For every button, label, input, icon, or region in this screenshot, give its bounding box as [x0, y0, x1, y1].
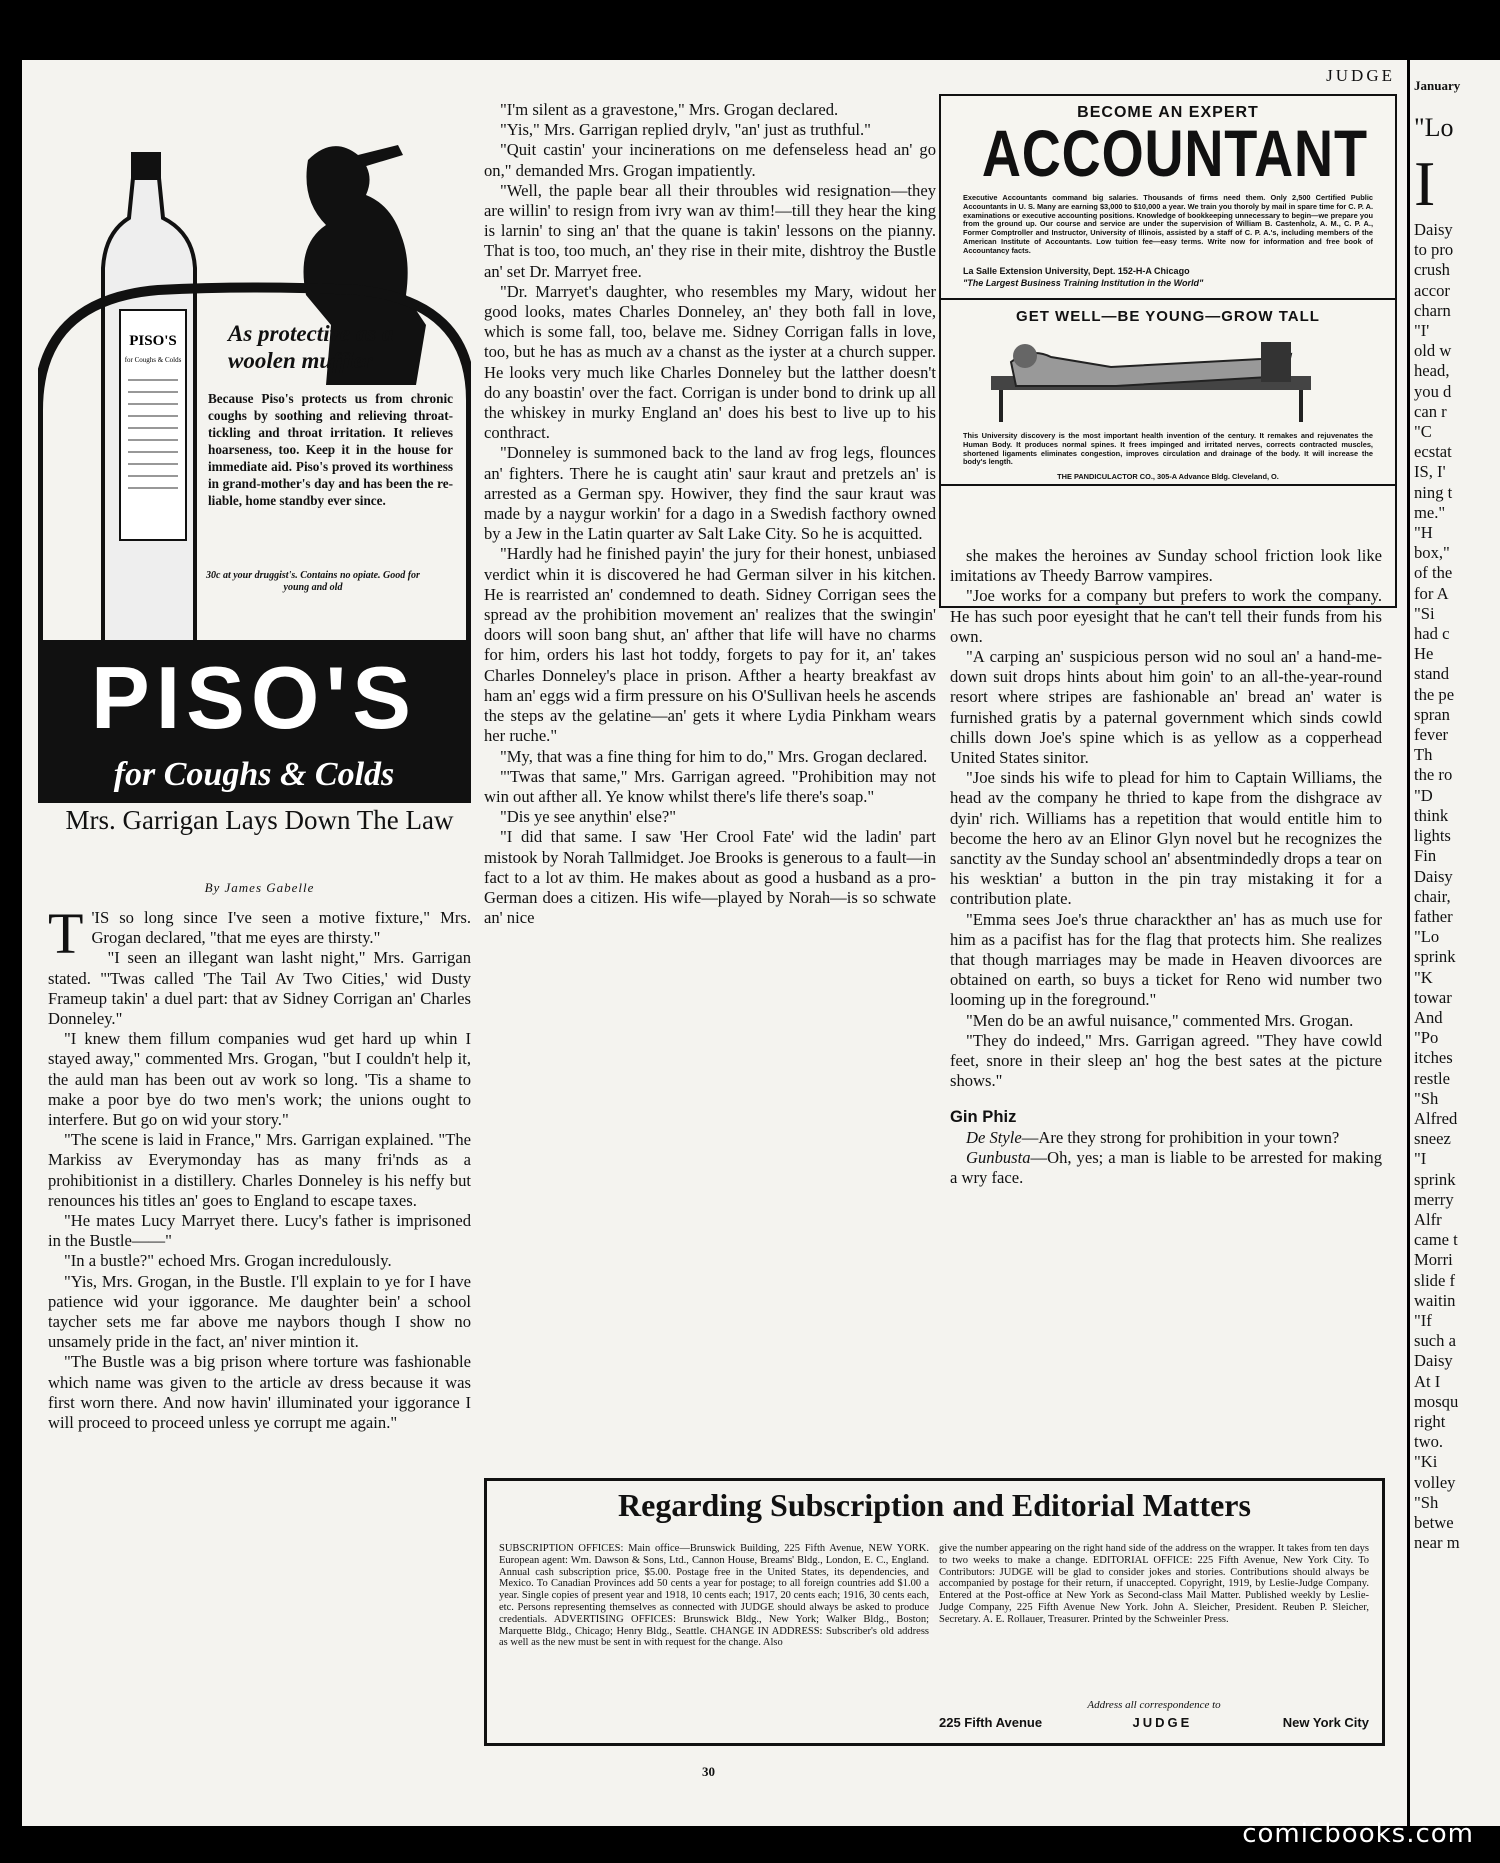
article-paragraph: "Joe works for a company but prefers to work the company. He has such poor eyesight that he can't tell their funds from his own. — [950, 586, 1382, 646]
article-paragraph: "Hardly had he finished payin' the jury for their honest, unbiased verdict whin it is discovered he had German silver in his kitchen. He is rearristed an' condemned to death. Sidney Corrigan sees the spread av the prohibition movement an' realizes that the swingin' doors will soon bang shut, an' afther that life will have no charms for him, orders his last hot toddy, forgets to pay for it, an' takes Charles Donneley's place in prison. Afther a hearty breakfast av ham an' eggs wid a firm pressure on his O'Sullivan heels he ascends the steps av the gelatine—an' gets it where Lydia Pinkham wears her ruche." — [484, 544, 936, 746]
adjacent-text-line: "Lo — [1414, 113, 1454, 142]
subscription-box — [484, 1478, 1385, 1746]
adjacent-page — [1410, 60, 1500, 1826]
gin-phiz-title: Gin Phiz — [950, 1107, 1017, 1127]
article-paragraph: "Dis ye see anythin' else?" — [500, 807, 676, 827]
adjacent-text-line: came t — [1414, 1230, 1458, 1250]
adjacent-text-line: itches — [1414, 1048, 1453, 1068]
adjacent-running-head: January — [1414, 78, 1461, 93]
adjacent-text-line: I — [1414, 148, 1436, 219]
grow-body: This University discovery is the most important health invention of the century. It remakes and rejuvenates the Human Body. It produces normal spines. It frees impinged and irritated nerves, corrects contracted muscles, shortened ligaments eliminates congestion, improves circulation and drainage of the body. It will increase the body's length. — [963, 431, 1373, 467]
adjacent-text-line: Alfred — [1414, 1108, 1458, 1128]
pisos-body: Because Piso's protects us from chronic coughs by soothing and relieving throat-tickling and throat irritation. It relieves hoarseness, too. Keep it in the house for immediate aid. Piso's proved its worthiness in grand-mother's day and has been the re-liable, home standby ever since. — [208, 391, 453, 508]
adjacent-text-line: two. — [1414, 1432, 1444, 1452]
pisos-ad — [38, 100, 471, 803]
adjacent-text-line: for A — [1414, 583, 1449, 603]
subscription-left-text: SUBSCRIPTION OFFICES: Main office—Brunswick Building, 225 Fifth Avenue, NEW YORK. European agent: Wm. Dawson & Sons, Ltd., Cannon House, Breams' Bldg., London, E. C., England. Annual cash subscription price, $5.00. Postage free in the United States, its dependencies, and Mexico. To Canadian Provinces add 50 cents a year for postage; to all foreign countries add $1.00 a year. Single copies of present year and 1918, 10 cents each; 1917, 20 cents each; 1916, 30 cents each, etc. Persons representing themselves as connected with JUDGE should always be asked to produce credentials. ADVERTISING OFFICES: Brunswick Bldg., New York; Walker Bldg., Boston; Marquette Bldg., Chicago; Henry Bldg., Seattle. CHANGE IN ADDRESS: Subscriber's old address as well as the new must be sent in with request for the change. Also — [499, 1543, 929, 1649]
article-paragraph: "They do indeed," Mrs. Garrigan agreed. "They have cowld feet, snore in their sleep an' hog the best sates at the picture shows." — [950, 1030, 1382, 1091]
article-paragraph: "He mates Lucy Marryet there. Lucy's father is imprisoned in the Bustle——" — [48, 1211, 471, 1251]
adjacent-text-line: charn — [1414, 300, 1451, 320]
line-1-text: —Are they strong for prohibition in your town? — [1021, 1127, 1340, 1147]
article-paragraph: "Yis, Mrs. Grogan, in the Bustle. I'll explain to ye for I have patience wid your iggorance. Me daughter bein' a school taycher sets me far above me naybors though I show no unsamely pride in the fact, an' niver mintion it. — [48, 1271, 471, 1352]
adjacent-text-line: IS, I' — [1414, 462, 1446, 482]
article-paragraph: she makes the heroines av Sunday school friction look like imitations av Theedy Barrow vampires. — [950, 546, 1382, 586]
gin-phiz-line-2 — [950, 1148, 1382, 1188]
article-paragraph: "Men do be an awful nuisance," commented Mrs. Grogan. — [966, 1010, 1354, 1030]
adjacent-text-line: ecstat — [1414, 442, 1452, 462]
adjacent-text-line: mosqu — [1414, 1391, 1459, 1411]
accountant-address: La Salle Extension University, Dept. 152-H-A Chicago — [963, 266, 1190, 276]
adjacent-text-line: sprink — [1414, 947, 1456, 967]
watermark: comicbooks.com — [1242, 1819, 1474, 1849]
footer-judge: JUDGE — [1132, 1715, 1193, 1730]
article-paragraph: "The scene is laid in France," Mrs. Garrigan explained. "The Markiss av Everymonday has as many fri'nds as a prohibitionist in a distillery. Charles Donneley is his neffy but renounces his titles an' goes to England to escape taxes. — [48, 1130, 471, 1210]
grow-headline: GET WELL—BE YOUNG—GROW TALL — [1016, 308, 1320, 325]
first-paragraph-text: 'IS so long since I've seen a motive fixture," Mrs. Grogan declared, "that me eyes are thirsty." — [91, 908, 471, 948]
adjacent-text-line: spran — [1414, 704, 1450, 724]
adjacent-text-line: "Ki — [1414, 1452, 1438, 1472]
adjacent-text-line: crush — [1414, 260, 1450, 280]
adjacent-text-line: to pro — [1414, 240, 1454, 260]
adjacent-text-line: At I — [1414, 1371, 1441, 1391]
footer-city: New York City — [1282, 1715, 1369, 1730]
subscription-title: Regarding Subscription and Editorial Matters — [618, 1487, 1251, 1523]
adjacent-text-line: merry — [1414, 1189, 1454, 1209]
accountant-body: Executive Accountants command big salaries. Thousands of firms need them. Only 2,500 Certified Public Accountants in U. S. Many are earning $3,000 to $10,000 a year. We train you thoroly by mail in spare time for C. P. A. examinations or executive accounting positions. Knowledge of bookkeeping unnecessary to begin—we prepare you from the ground up. Our course and service are under the supervision of William B. Castenholz, A. M., C. P. A., Former Comptroller and Instructor, University of Illinois, assisted by a staff of C. P. A.'s, including members of the American Institute of Accountants. Low tuition fee—easy terms. Write now for information and free book of Accountancy facts. — [963, 193, 1373, 255]
adjacent-text-line: stand — [1414, 664, 1450, 684]
speaker-1: De Style — [966, 1127, 1022, 1147]
figure-head — [1013, 344, 1037, 368]
article-title: Mrs. Garrigan Lays Down The Law — [65, 805, 454, 835]
pisos-note: 30c at your druggist's. Contains no opiate. Good for young and old — [206, 570, 420, 593]
article-byline: By James Gabelle — [204, 880, 315, 895]
adjacent-text-line: "Lo — [1414, 927, 1440, 947]
adjacent-text-line: old w — [1414, 341, 1452, 361]
adjacent-text-line: "C — [1414, 422, 1432, 442]
first-paragraph — [48, 901, 471, 966]
adjacent-text-line: "I' — [1414, 321, 1430, 341]
adjacent-text-line: restle — [1414, 1068, 1450, 1088]
adjacent-text-line: near m — [1414, 1533, 1460, 1553]
classified-ad-box — [939, 94, 1397, 608]
adjacent-text-line: And — [1414, 1007, 1443, 1027]
article-paragraph: "Joe sinds his wife to plead for him to Captain Williams, the head av the company he thried to kape from the dishgrace av dyin' rich. Williams has a repetition that would entitle him to become the hero av an Elinor Glyn novel but he recognizes the sanctity av the Sunday school an' absentmindedly drops a tear on his wesktian' a button in the pin tray mistaking it for a contribution plate. — [950, 768, 1382, 909]
article-paragraph: "'Twas that same," Mrs. Garrigan agreed. "Prohibition may not win out afther all. Ye know whilst there's life there's soap." — [484, 766, 936, 806]
page-number: 30 — [702, 1764, 715, 1779]
stretching-device-illustration — [971, 332, 1361, 430]
pisos-headline: As protective as a woolen muffler — [228, 321, 394, 373]
accountant-slogan: "The Largest Business Training Institution in the World" — [963, 278, 1204, 288]
adjacent-page-text — [1414, 108, 1460, 1553]
running-head: JUDGE — [1326, 66, 1395, 85]
adjacent-text-line: towar — [1414, 987, 1452, 1007]
column-1-paragraphs — [48, 948, 471, 1433]
article-paragraph: "The Bustle was a big prison where torture was fashionable which name was given to the article av dress because it was first worn there. And now havin' illuminated your iggorance I will proceed to proceed unless ye corrupt me again." — [48, 1352, 471, 1433]
adjacent-text-line: Th — [1414, 745, 1433, 765]
article-paragraph: "A carping an' suspicious person wid no soul an' a hand-me-down suit drops hints about him goin' to an all-the-year-round resort where stripes are fashionable an' bread an' water is furnished gratis by a paternal government which sinds cowld chills down Joe's spine which is as yellow as a copperhead United States sinitor. — [950, 647, 1382, 768]
article-paragraph: "Dr. Marryet's daughter, who resembles my Mary, widout her good looks, mates Charles Donneley, an' they both fall in love, which is some fall, too, belave me. Sidney Corrigan falls in love, too, but he has as much av a chanst as the iyster at a church supper. He looks very much like Charles Donneley but the latther doesn't do any boastin' over the fact. Corrigan is under bond to drink up all the whiskey in murky England an' does his best to live up to his conthract. — [484, 281, 936, 443]
adjacent-text-line: Daisy — [1414, 220, 1453, 239]
hat-brim — [358, 145, 403, 167]
article-column-3 — [950, 546, 1382, 1188]
adjacent-text-line: "If — [1414, 1310, 1432, 1330]
footer-address: 225 Fifth Avenue — [939, 1715, 1043, 1730]
adjacent-text-line: of the — [1414, 563, 1453, 583]
gin-phiz-line-1 — [950, 1128, 1382, 1148]
adjacent-text-line: the ro — [1414, 765, 1453, 785]
adjacent-text-line: "Sh — [1414, 1088, 1439, 1108]
article-paragraph: "I did that same. I saw 'Her Crool Fate' wid the ladin' part mistook by Norah Tallmidget. Joe Brooks is generous to a fault—in fact to a lot av thim. He makes about as good a husband as a pro-German does a citizen. His wife—played by Norah—is so schwate an' nice — [484, 827, 936, 928]
adjacent-text-line: me." — [1414, 502, 1446, 522]
adjacent-text-line: ning t — [1414, 482, 1453, 502]
column-2-paragraphs — [484, 100, 936, 928]
ad-divider — [941, 298, 1395, 300]
adjacent-text-line: "I — [1414, 1149, 1427, 1169]
bottle-label-text-2: for Coughs & Colds — [124, 356, 182, 364]
adjacent-text-line: sneez — [1414, 1129, 1451, 1149]
adjacent-text-line: sprink — [1414, 1169, 1456, 1189]
adjacent-text-line: such a — [1414, 1331, 1456, 1351]
article-paragraph: "Quit castin' your incinerations on me defenseless head an' go on," demanded Mrs. Grogan impatiently. — [484, 140, 936, 180]
adjacent-text-line: lights — [1414, 826, 1451, 846]
adjacent-text-line: chair, — [1414, 886, 1451, 906]
adjacent-text-line: waitin — [1414, 1290, 1456, 1310]
line-2-text: —Oh, yes; a man is liable to be arrested for making a wry face. — [950, 1147, 1382, 1188]
adjacent-text-line: "Po — [1414, 1028, 1439, 1048]
adjacent-text-line: Fin — [1414, 846, 1437, 866]
adjacent-text-line: Morri — [1414, 1250, 1453, 1270]
article-paragraph: "My, that was a fine thing for him to do," Mrs. Grogan declared. — [500, 746, 928, 766]
article-paragraph: "Emma sees Joe's thrue charackther an' has as much use for him as a pacifist has for the flag that protects him. She realizes that though marriages may be made in Heaven divoorces are obtained on earth, so buys a ticket for Reno wid number two looming up in the foreground." — [950, 909, 1382, 1010]
address-note: Address all correspondence to — [1087, 1699, 1221, 1711]
article-column-2 — [484, 100, 936, 928]
pisos-tagline: for Coughs & Colds — [113, 756, 395, 793]
bottle-label-text-1: PISO'S — [129, 333, 177, 349]
device-footboard — [1261, 342, 1291, 382]
adjacent-text-line: father — [1414, 906, 1453, 926]
adjacent-text-line: Alfr — [1414, 1209, 1442, 1229]
accountant-kicker: BECOME AN EXPERT — [1077, 104, 1259, 121]
adjacent-text-line: Daisy — [1414, 866, 1453, 886]
accountant-headline: ACCOUNTANT — [981, 116, 1368, 190]
adjacent-text-line: you d — [1414, 381, 1452, 401]
article-paragraph: "I'm silent as a gravestone," Mrs. Grogan declared. — [500, 100, 839, 119]
adjacent-text-line: "H — [1414, 523, 1433, 543]
adjacent-text-line: betwe — [1414, 1513, 1454, 1532]
adjacent-text-line: right — [1414, 1411, 1446, 1431]
adjacent-text-line: "Si — [1414, 603, 1435, 623]
adjacent-text-line: fever — [1414, 725, 1449, 745]
adjacent-text-line: "Sh — [1414, 1492, 1439, 1512]
adjacent-text-line: slide f — [1414, 1270, 1456, 1290]
pisos-brand: PISO'S — [91, 648, 417, 747]
article-paragraph: "I seen an illegant wan lasht night," Mrs. Garrigan stated. "'Twas called 'The Tail Av Two Cities,' wid Dusty Frameup takin' a duel part: that av Sidney Corrigan an' Charles Donneley." — [48, 948, 471, 1029]
subscription-footer — [939, 1715, 1369, 1730]
adjacent-text-line: accor — [1414, 280, 1450, 300]
drop-cap: T — [48, 901, 84, 966]
ad-box-bottom-rule — [941, 484, 1395, 486]
adjacent-text-line: "D — [1414, 785, 1433, 805]
adjacent-text-line: volley — [1414, 1472, 1456, 1492]
magazine-page — [22, 60, 1407, 1826]
adjacent-text-line: had c — [1414, 624, 1450, 644]
grow-company: THE PANDICULACTOR CO., 305-A Advance Bldg. Cleveland, O. — [1057, 472, 1279, 481]
adjacent-text-line: head, — [1414, 361, 1450, 381]
article-paragraph: "Well, the paple bear all their throubles wid resignation—they are willin' to resign from ivry wan av thim!—till they hear the king is larnin' to sing an' that the quane is takin' lessons on the pianny. That is too, too much, an' they rise in their mite, dishtroy the Bustle an' set Dr. Marryet free. — [484, 180, 936, 281]
adjacent-text-line: can r — [1414, 401, 1447, 421]
adjacent-text-line: "K — [1414, 967, 1433, 987]
article-column-1 — [48, 901, 471, 1433]
article-paragraph: "Yis," Mrs. Garrigan replied drylv, "an' just as truthful." — [500, 120, 871, 140]
adjacent-text-line: Daisy — [1414, 1351, 1453, 1371]
adjacent-text-line: think — [1414, 805, 1449, 825]
bottle-cap — [131, 152, 161, 178]
article-paragraph: "In a bustle?" echoed Mrs. Grogan incredulously. — [64, 1251, 392, 1271]
adjacent-text-line: box," — [1414, 543, 1450, 563]
adjacent-text-line: the pe — [1414, 684, 1455, 704]
article-paragraph: "Donneley is summoned back to the land av frog legs, flounces an' fighters. There he is caught atin' saur kraut and pretzels an' is arrested as a German spy. Howiver, they find the saur kraut was made by a naygur workin' for a dago in a Swedish facthory owned by a Jew in the Latin quarter av Salt Lake City. So he is acquitted. — [484, 443, 936, 544]
article-paragraph: "I knew them fillum companies wud get hard up whin I stayed away," commented Mrs. Grogan, "but I couldn't help it, the auld man has been out av work so long. 'Tis a shame to make a poor bye do two men's work; the unions ought to interfere. But go on wid your story." — [48, 1029, 471, 1130]
adjacent-text-line: He — [1414, 644, 1434, 664]
subscription-right-text: give the number appearing on the right hand side of the address on the wrapper. It takes from ten days to two weeks to make a change. EDITORIAL OFFICE: 225 Fifth Avenue, New York City. To Contributors: JUDGE will be glad to consider jokes and stories. Contributions should always be accompanied by postage for their return, if unaccepted. Copyright, 1919, by Leslie-Judge Company. Entered at the Post-office at New York as Second-class Mail Matter. Published weekly by Leslie-Judge Company, 225 Fifth Avenue New York. John A. Sleicher, President. Reuben P. Sleicher, Secretary. A. E. Rollauer, Treasurer. Printed by the Schweinler Press. — [939, 1543, 1369, 1625]
speaker-2: Gunbusta — [966, 1147, 1031, 1167]
column-3-paragraphs — [950, 546, 1382, 1091]
